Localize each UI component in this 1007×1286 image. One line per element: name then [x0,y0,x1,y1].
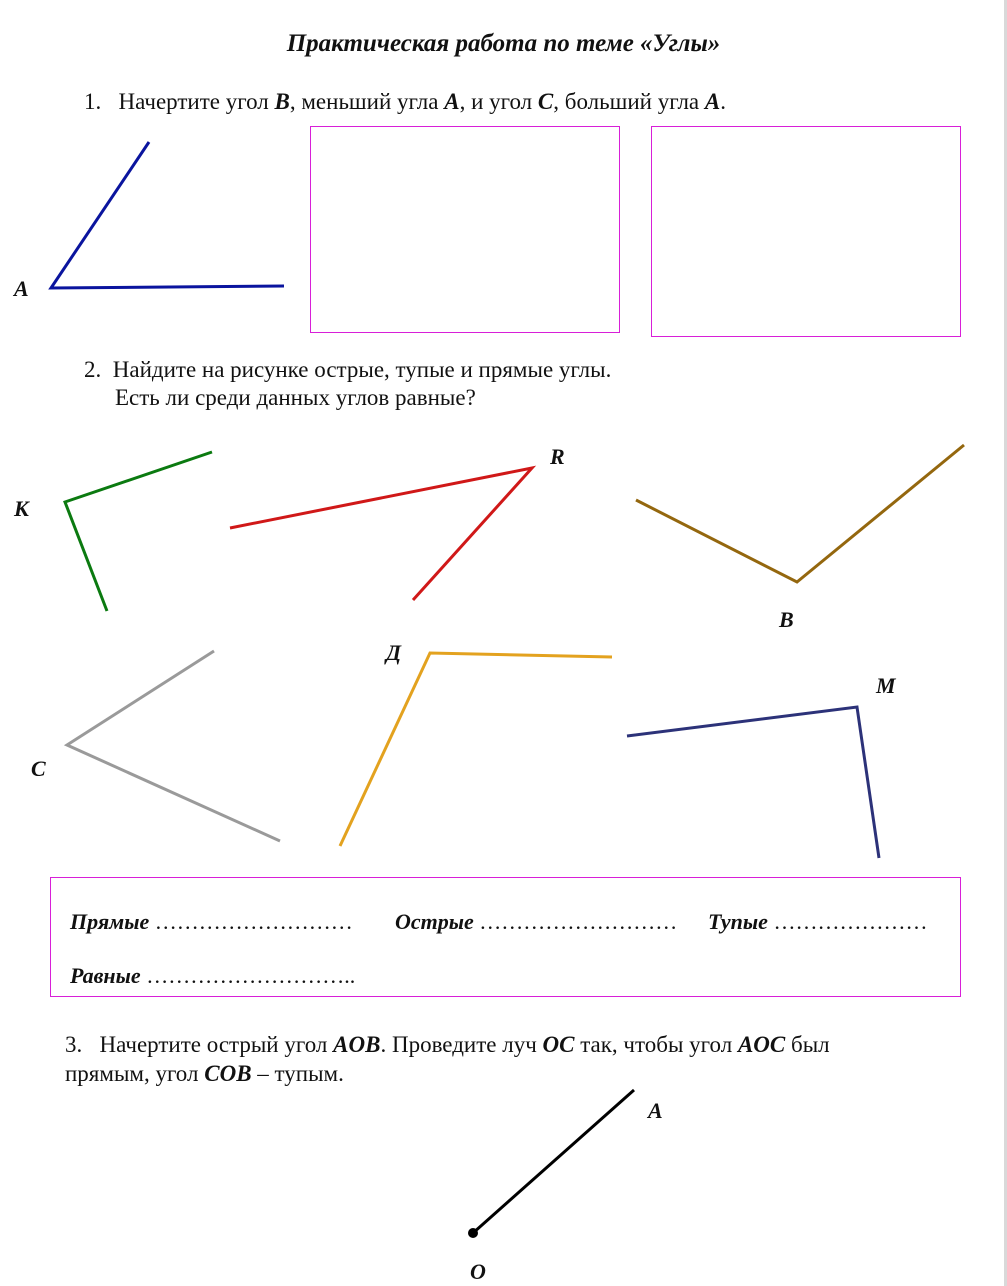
task1-angle-a: A [704,89,721,114]
angle-a [51,142,284,288]
answer-equal-blank[interactable]: ……………………….. [140,963,356,988]
task3-line2 [65,1061,344,1087]
angle-k [65,452,212,611]
label-d: Д [386,640,402,665]
task1-angle-b: B [274,89,290,114]
angle-m [627,707,879,858]
vertex-o-dot [468,1228,478,1238]
task2-line2: Есть ли среди данных углов равные? [115,385,476,410]
task3-line1 [65,1032,830,1058]
answer-equal-label: Равные [70,963,141,988]
angle-c [67,651,280,841]
label-m: M [876,673,896,698]
angle-b [636,445,964,582]
label-k: К [14,496,29,521]
answer-obtuse-label: Тупые [708,909,768,934]
task3-angle-aoc: AOC [737,1032,786,1057]
answer-obtuse[interactable] [708,909,927,935]
angle-r [230,468,532,600]
task3-part: – тупым. [251,1061,344,1086]
task1-part: , и угол [459,89,538,114]
label-a: A [14,276,29,301]
label-b: B [779,607,794,632]
answer-acute-blank[interactable]: ……………………… [473,909,678,934]
task1-angle-a: A [444,89,460,114]
answer-acute[interactable] [395,909,677,935]
label-c: C [31,756,46,781]
answer-acute-label: Острые [395,909,474,934]
answer-right-label: Прямые [70,909,150,934]
answer-right[interactable] [70,909,353,935]
answer-right-blank[interactable]: ……………………… [149,909,353,934]
task1-part: , больший угла [553,89,705,114]
ray-oa [473,1090,634,1233]
task1-part: . [720,89,726,114]
task3-part: был [785,1032,830,1057]
task3-part: . Проведите луч [380,1032,543,1057]
task2-line1-text: Найдите на рисунке острые, тупые и прямые углы. [112,357,612,382]
task2-number: 2. [84,357,102,382]
task3-ray-oc: OC [542,1032,575,1057]
answer-obtuse-blank[interactable]: ………………… [767,909,928,934]
task1-part: Начертите угол [118,89,275,114]
page-title: Практическая работа по теме «Углы» [286,30,721,57]
task3-part: прямым, угол [65,1061,205,1086]
task3-angle-cob: COB [204,1061,252,1086]
answer-equal[interactable] [70,963,355,989]
task3-part: Начертите острый угол [99,1032,334,1057]
label-a-ray: A [648,1098,663,1123]
task3-angle-aob: AOB [333,1032,381,1057]
task3-part: так, чтобы угол [574,1032,738,1057]
task1-part: , меньший угла [289,89,445,114]
label-o: O [470,1259,486,1284]
task3-number: 3. [65,1032,83,1057]
label-r: R [550,444,565,469]
angle-d [340,653,612,846]
task1-number: 1. [84,89,102,114]
task1-angle-c: C [537,89,554,114]
